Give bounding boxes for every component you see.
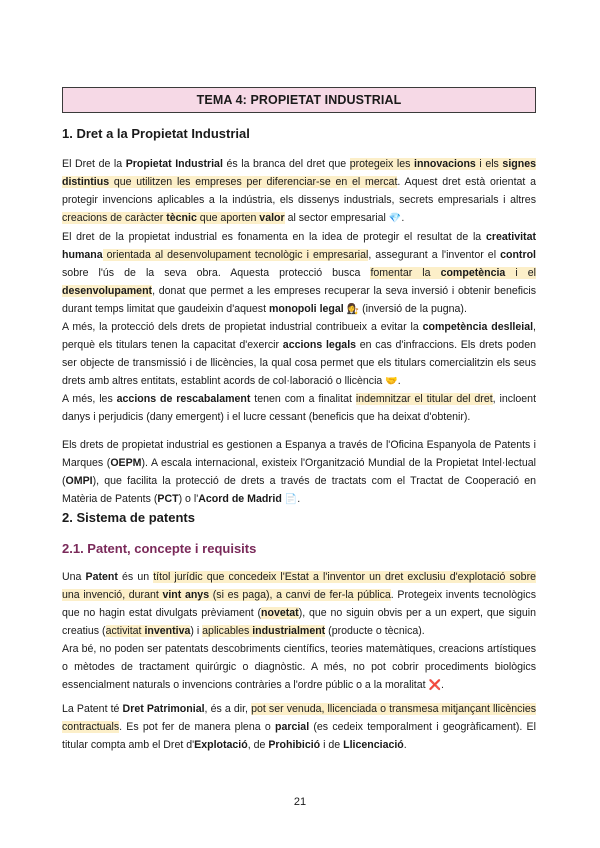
highlight: protegeix les innovacions i els signes distintius que utilitzen les empreses per diferenciar-se en el mercat <box>62 158 536 188</box>
paragraph-4: A més, les accions de rescabalament tenen com a finalitat indemnitzar el titular del dret, incloent danys i perjudicis (dany emergent) i el lucre cessant (beneficis que ha deixat d'obtenir). <box>62 393 537 423</box>
section-1-heading: 1. Dret a la Propietat Industrial <box>62 126 250 141</box>
paragraph-6: Una Patent és un títol jurídic que concedeix l'Estat a l'inventor un dret exclusiu d'explotació sobre una invenció, durant vint anys (si es paga), a canvi de fer-la pública. Protegeix invents tecnològics que no hagin estat divulgats prèviament (novetat), que no siguin obvis per a un expert, que siguin creatius (activitat inventiva) i aplicables industrialment (producte o tècnica). <box>62 571 536 637</box>
section-2-1-heading: 2.1. Patent, concepte i requisits <box>62 541 257 556</box>
chapter-title-box <box>62 87 536 113</box>
highlight: creacions de caràcter tècnic que aporten valor <box>62 212 285 224</box>
paragraph-8: La Patent té Dret Patrimonial, és a dir, pot ser venuda, llicenciada o transmesa mitjançant llicències contractuals. Es pot fer de manera plena o parcial (es cedeix temporalment i geogràficament). El titular compta amb el Dret d'Explotació, de Prohibició i de Llicenciació. <box>62 703 537 751</box>
paragraph-1: El Dret de la Propietat Industrial és la branca del dret que protegeix les innovacions i els signes distintius que utilitzen les empreses per diferenciar-se en el mercat. Aquest dret està orientat a protegir invencions aplicables a la indústria, els dissenys industrials, secrets empresarials i altres creacions de caràcter tècnic que aporten valor al sector empresarial 💎. <box>62 155 536 228</box>
chapter-title: TEMA 4: PROPIETAT INDUSTRIAL <box>196 93 402 107</box>
document-icon: 📄 <box>284 494 298 505</box>
paragraph-5: Els drets de propietat industrial es gestionen a Espanya a través de l'Oficina Espanyola de Patents i Marques (OEPM). A escala internacional, existeix l'Organització Mundial de la Propietat Intel·lectual (OMPI), que facilita la protecció de drets a través de tractats com el Tractat de Cooperació en Matèria de Patents (PCT) o l'Acord de Madrid 📄. <box>62 436 536 509</box>
section-2-heading: 2. Sistema de patents <box>62 510 195 525</box>
judge-icon: 👩‍⚖️ <box>346 304 360 315</box>
page-number: 21 <box>293 796 307 808</box>
handshake-icon: 🤝 <box>385 376 398 387</box>
paragraph-7: Ara bé, no poden ser patentats descobriments científics, teories matemàtiques, creacions artístiques o mètodes de tractament quirúrgic o diagnòstic. A més, no pot cobrir procediments biològics essencialment naturals o invencions contràries a l'ordre públic o a la moralitat ❌. <box>62 640 536 695</box>
paragraph-3: A més, la protecció dels drets de propietat industrial contribueix a evitar la competència deslleial, perquè els titulars tenen la capacitat d'exercir accions legals en cas d'infraccions. Els drets poden ser objecte de transmissió i de llicències, la qual cosa permet que els titulars comercialitzin els seus drets amb altres entitats, establint acords de col·laboració o llicència 🤝. <box>62 318 536 391</box>
paragraph-2: El dret de la propietat industrial es fonamenta en la idea de protegir el resultat de la creativitat humana orientada al desenvolupament tecnològic i empresarial, assegurant a l'inventor el control sobre l'ús de la seva obra. Aquesta protecció busca fomentar la competència i el desenvolupament, donat que permet a les empreses recuperar la seva inversió i obtenir beneficis durant temps limitat que gaudeixin d'aquest monopoli legal 👩‍⚖️ (inversió de la pugna). <box>62 228 536 319</box>
gem-icon: 💎 <box>388 213 402 224</box>
cross-icon: ❌ <box>428 680 441 691</box>
